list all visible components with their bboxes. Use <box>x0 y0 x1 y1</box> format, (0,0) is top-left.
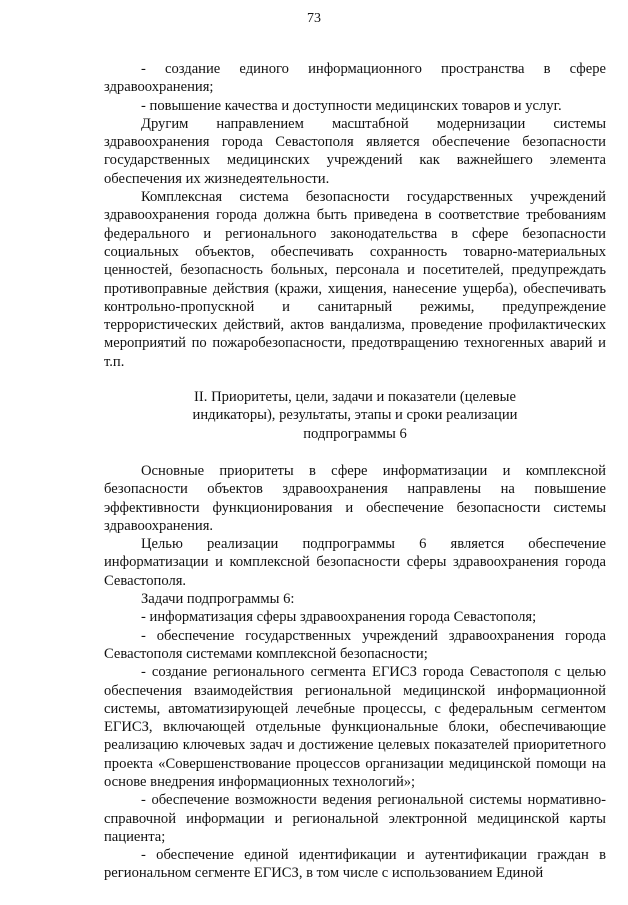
paragraph: Задачи подпрограммы 6: <box>141 591 295 608</box>
paragraph: Основные приоритеты в сфере информатизации и комплексной безопасности объектов здравоохранения направлены на повышение эффективности функционирования и обеспечение безопасности системы здравоохранения. <box>104 462 606 534</box>
list-item: - обеспечение возможности ведения региональной системы нормативно-справочной информации и региональной электронной медицинской карты пациента; <box>104 792 606 845</box>
document-body <box>104 60 606 883</box>
paragraph: - создание единого информационного пространства в сфере здравоохранения; <box>104 61 606 96</box>
list-item: - создание регионального сегмента ЕГИСЗ города Севастополя с целью обеспечения взаимодействия региональной медицинской информационной системы, автоматизирующей лечебные процессы, с федеральным сегментом ЕГИСЗ, включающей отдельные функциональные блоки, обеспечивающие реализацию ключевых задач и достижение целевых показателей приоритетного проекта «Совершенствование процессов организации медицинской помощи на основе внедрения информационных технологий»; <box>104 664 606 790</box>
spacer <box>104 371 606 388</box>
paragraph: - повышение качества и доступности медицинских товаров и услуг. <box>141 97 562 114</box>
spacer <box>104 443 606 462</box>
paragraph: Целью реализации подпрограммы 6 является обеспечение информатизации и комплексной безопасности сферы здравоохранения города Севастополя. <box>104 536 606 589</box>
paragraph: Комплексная система безопасности государственных учреждений здравоохранения города должна быть приведена в соответствие требованиям федерального и регионального законодательства в сфере безопасности социальных объектов, обеспечивать сохранность товарно-материальных ценностей, безопасность больных, персонала и посетителей, предупреждать противоправные действия (кражи, хищения, нанесение ущерба), обеспечивать контрольно-пропускной и санитарный режимы, предупреждение террористических действий, актов вандализма, проведение профилактических мероприятий по пожаробезопасности, предотвращению техногенных аварий и т.п. <box>104 189 606 370</box>
list-item: - обеспечение государственных учреждений здравоохранения города Севастополя системами комплексной безопасности; <box>104 627 606 662</box>
section-heading: II. Приоритеты, цели, задачи и показатели (целевые индикаторы), результаты, этапы и сроки реализации подпрограммы 6 <box>192 389 518 442</box>
list-item: - обеспечение единой идентификации и аутентификации граждан в региональном сегменте ЕГИСЗ, в том числе с использованием Единой <box>104 847 606 882</box>
paragraph: Другим направлением масштабной модернизации системы здравоохранения города Севастополя является обеспечение безопасности государственных медицинских учреждений как важнейшего элемента обеспечения их жизнедеятельности. <box>104 115 606 187</box>
list-item: - информатизация сферы здравоохранения города Севастополя; <box>141 609 537 626</box>
page-number: 73 <box>307 11 321 26</box>
